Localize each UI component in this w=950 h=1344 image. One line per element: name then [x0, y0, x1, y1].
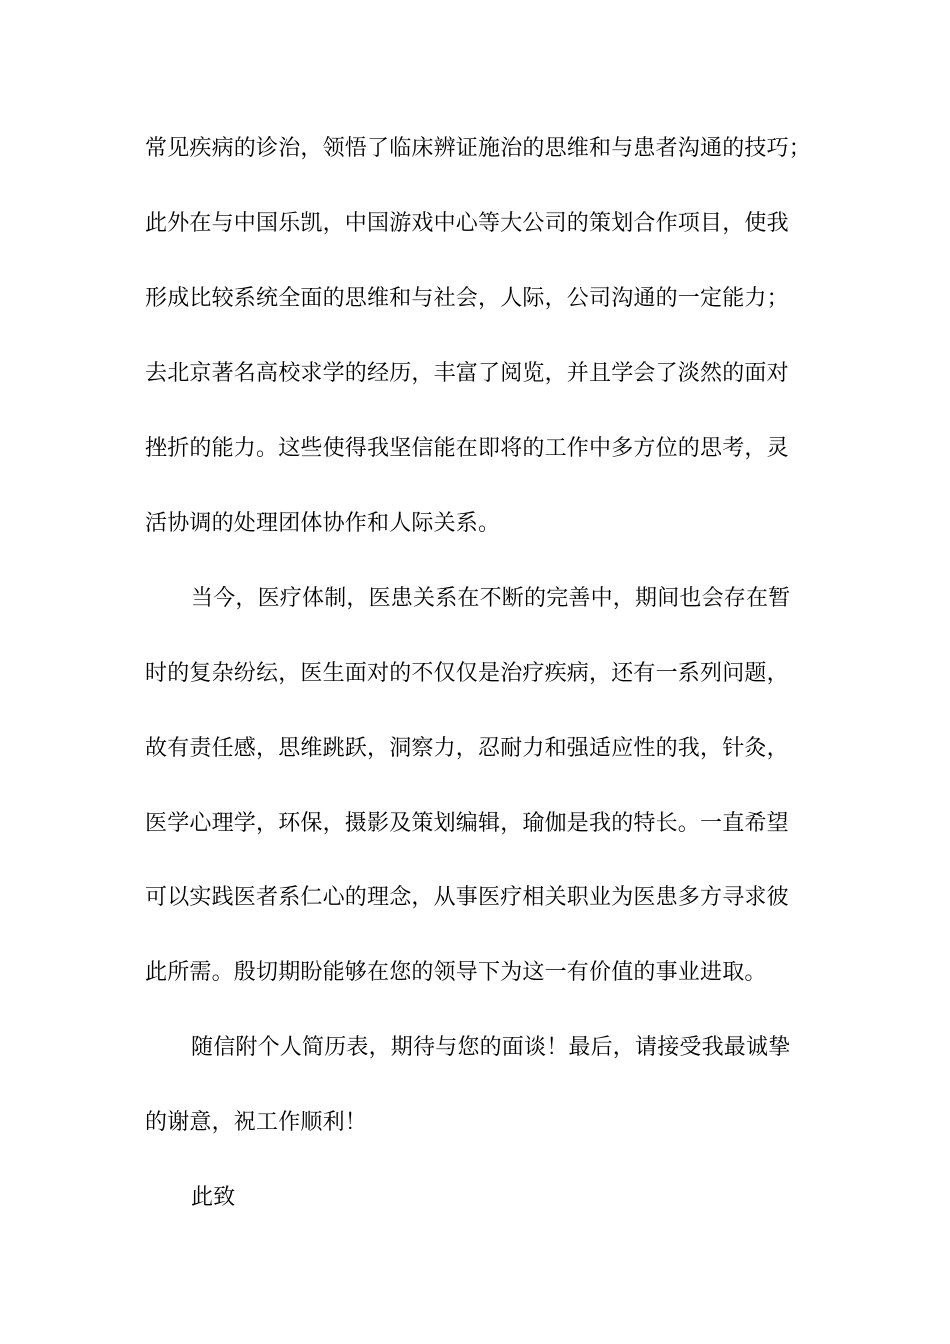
text-line: 的谢意，祝工作顺利！ — [145, 1110, 368, 1135]
text-line: 去北京著名高校求学的经历，丰富了阅览，并且学会了淡然的面对 — [145, 361, 789, 386]
text-line: 形成比较系统全面的思维和与社会，人际，公司沟通的一定能力； — [145, 286, 789, 311]
text-line: 医学心理学，环保，摄影及策划编辑，瑜伽是我的特长。一直希望 — [145, 811, 789, 836]
text-line: 常见疾病的诊治，领悟了临床辨证施治的思维和与患者沟通的技巧； — [145, 136, 812, 161]
paragraph-start-line: 随信附个人简历表，期待与您的面谈！最后，请接受我最诚挚 — [191, 1035, 791, 1060]
text-line: 故有责任感，思维跳跃，洞察力，忍耐力和强适应性的我，针灸， — [145, 736, 789, 761]
text-line: 此外在与中国乐凯，中国游戏中心等大公司的策划合作项目，使我 — [145, 211, 789, 236]
text-line: 可以实践医者系仁心的理念，从事医疗相关职业为医患多方寻求彼 — [145, 885, 789, 910]
text-line: 此所需。殷切期盼能够在您的领导下为这一有价值的事业进取。 — [145, 960, 767, 985]
text-line: 活协调的处理团体协作和人际关系。 — [145, 511, 501, 536]
closing-salutation: 此致 — [191, 1185, 236, 1210]
text-line: 时的复杂纷纭，医生面对的不仅仅是治疗疾病，还有一系列问题， — [145, 661, 789, 686]
text-line: 挫折的能力。这些使得我坚信能在即将的工作中多方位的思考，灵 — [145, 436, 789, 461]
paragraph-start-line: 当今，医疗体制，医患关系在不断的完善中，期间也会存在暂 — [191, 586, 791, 611]
